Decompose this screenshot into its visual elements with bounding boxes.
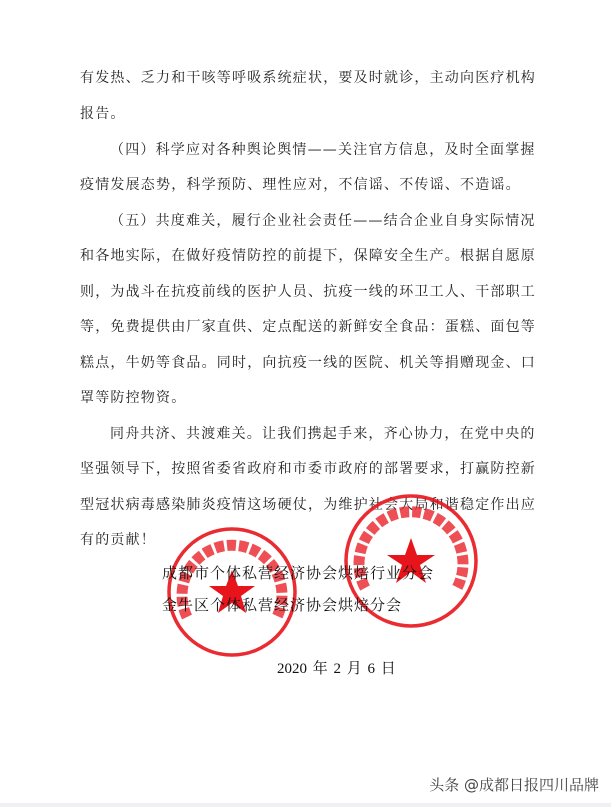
paragraph-line: 坚强领导下，按照省委省政府和市委市政府的部署要求，打赢防控新 <box>80 461 536 477</box>
paragraph-line: 等，免费提供由厂家直供、定点配送的新鲜安全食品：蛋糕、面包等 <box>80 319 536 335</box>
signature-org-1: 成都市个体私营经济协会烘焙行业分会 <box>162 564 435 582</box>
signature-date: 2020 年 2 月 6 日 <box>277 661 396 677</box>
bottom-divider <box>0 803 611 807</box>
paragraph-line: 型冠状病毒感染肺炎疫情这场硬仗，为维护社会大局和谐稳定作出应 <box>80 497 536 513</box>
paragraph-line: 糕点，牛奶等食品。同时，向抗疫一线的医院、机关等捐赠现金、口 <box>80 355 536 371</box>
paragraph-line: （五）共度难关，履行企业社会责任——结合企业自身实际情况 <box>110 213 536 229</box>
paragraph-line: 疫情发展态势，科学预防、理性应对，不信谣、不传谣、不造谣。 <box>80 177 521 193</box>
paragraph-line: 同舟共济、共渡难关。让我们携起手来，齐心协力，在党中央的 <box>110 426 536 442</box>
paragraph-line: 和各地实际，在做好疫情防控的前提下，保障安全生产。根据自愿原 <box>80 248 536 264</box>
paragraph-line: 有的贡献！ <box>80 532 156 548</box>
paragraph-line: 则，为战斗在抗疫前线的医护人员、抗疫一线的环卫工人、干部职工 <box>80 284 536 300</box>
paragraph-line: 有发热、乏力和干咳等呼吸系统症状，要及时就诊，主动向医疗机构 <box>80 70 536 86</box>
paragraph-line: 罩等防控物资。 <box>80 390 187 406</box>
source-watermark: 头条 @成都日报四川品牌 <box>429 776 599 794</box>
paragraph-line: 报告。 <box>80 106 126 122</box>
left-official-seal <box>165 525 299 659</box>
paragraph-line: （四）科学应对各种舆论舆情——关注官方信息，及时全面掌握 <box>110 142 536 158</box>
signature-org-2: 金牛区个体私营经济协会烘焙分会 <box>162 596 403 614</box>
